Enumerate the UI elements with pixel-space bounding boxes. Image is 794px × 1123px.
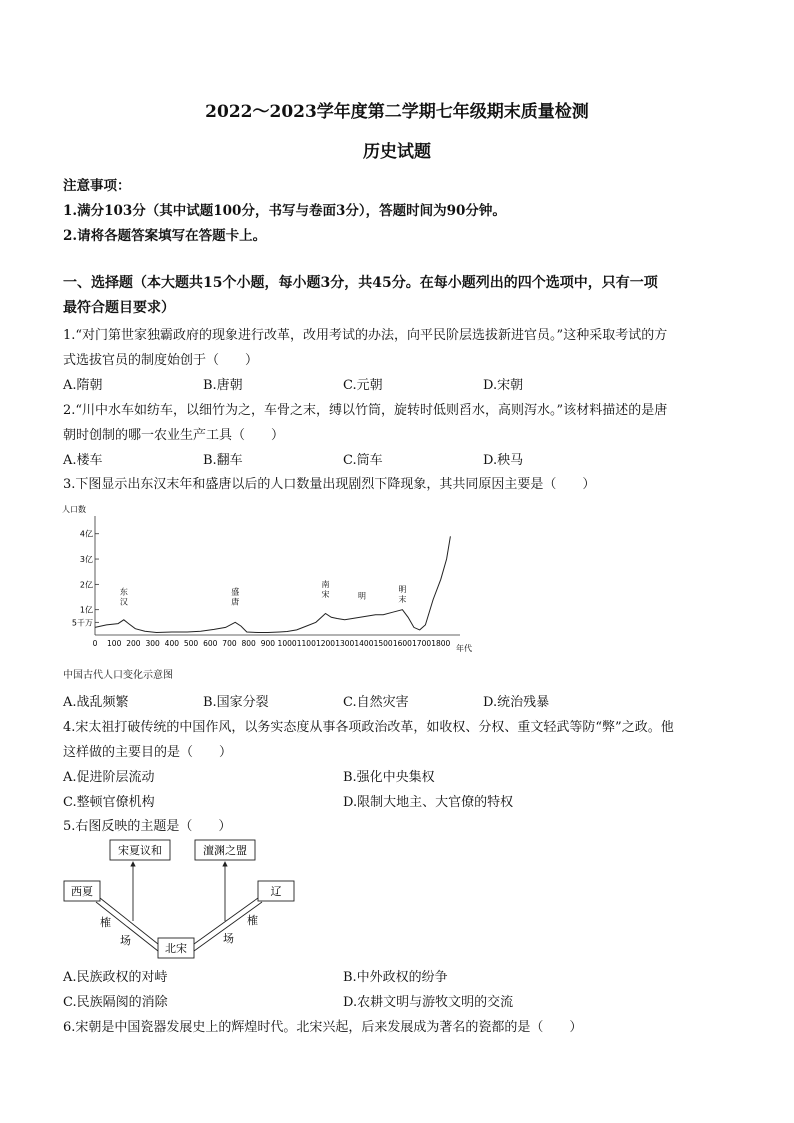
box-liao-label: 辽 [270,885,282,898]
box-western-xia-label: 西夏 [71,885,93,898]
population-line [95,536,450,632]
chart-annotation: 宋 [321,589,330,599]
question-1-line1: 1.“对门第世家独霸政府的现象进行改革，改用考试的办法，向平民阶层选拔新进官员。”这种采取考试的方 [63,328,668,343]
y-tick-label: 2亿 [79,580,93,590]
question-4-option-d[interactable]: D.限制大地主、大官僚的特权 [343,795,514,810]
x-tick-label: 1400 [354,639,374,648]
question-1-option-a[interactable]: A.隋朝 [63,378,103,393]
notice-item-2: 2.请将各题答案填写在答题卡上。 [63,228,267,244]
chart-annotation: 明 [398,584,407,594]
chart-caption: 中国古代人口变化示意图 [63,670,173,681]
question-1-option-c[interactable]: C.元朝 [343,378,383,393]
x-tick-label: 1600 [392,639,412,648]
exam-subtitle: 历史试题 [363,142,431,162]
question-4-option-a[interactable]: A.促进阶层流动 [63,770,155,785]
x-tick-label: 1000 [277,639,297,648]
x-tick-label: 300 [145,639,160,648]
question-2-option-b[interactable]: B.翻车 [203,453,243,468]
x-tick-label: 1300 [335,639,355,648]
song-relations-diagram [60,836,310,962]
x-tick-label: 1500 [373,639,393,648]
question-4-line1: 4.宋太祖打破传统的中国作风，以务实态度从事各项政治改革，如收权、分权、重文轻武等防“弊”之政。他 [63,720,674,735]
question-1-option-b[interactable]: B.唐朝 [203,378,243,393]
chart-annotation: 南 [321,579,330,589]
question-3-option-a[interactable]: A.战乱频繁 [63,695,129,710]
x-tick-label: 800 [241,639,256,648]
chart-annotation: 末 [398,594,407,604]
question-3-line1: 3.下图显示出东汉末年和盛唐以后的人口数量出现剧烈下降现象，其共同原因主要是（ ） [63,477,596,492]
x-tick-label: 1100 [296,639,316,648]
question-6-line1: 6.宋朝是中国瓷器发展史上的辉煌时代。北宋兴起，后来发展成为著名的瓷都的是（ ） [63,1020,583,1035]
question-3-option-d[interactable]: D.统治残暴 [483,695,550,710]
question-5-line1: 5.右图反映的主题是（ ） [63,819,232,834]
x-tick-label: 700 [222,639,237,648]
question-2-option-a[interactable]: A.楼车 [63,453,103,468]
x-tick-label: 400 [164,639,180,648]
chart-annotation: 明 [358,591,367,601]
question-5-option-d[interactable]: D.农耕文明与游牧文明的交流 [343,995,514,1010]
chart-annotation: 盛 [231,587,240,597]
x-tick-label: 500 [183,639,199,648]
question-4-option-c[interactable]: C.整顿官僚机构 [63,795,155,810]
notice-item-1: 1.满分103分（其中试题100分，书写与卷面3分），答题时间为90分钟。 [63,203,506,219]
section-heading-line2: 最符合题目要求） [63,300,175,316]
y-tick-label: 3亿 [79,555,93,565]
notice-heading: 注意事项： [63,178,131,194]
left-market-label-2: 场 [120,934,131,947]
question-3-option-b[interactable]: B.国家分裂 [203,695,269,710]
section-heading-line1: 一、选择题（本大题共15个小题，每小题3分，共45分。在每小题列出的四个选项中，只有一项 [63,275,658,291]
x-tick-label: 900 [260,639,276,648]
question-5-option-c[interactable]: C.民族隔阂的消除 [63,995,168,1010]
left-market-label-1: 榷 [100,916,111,929]
population-chart [60,498,490,660]
box-song-xia-peace-label: 宋夏议和 [118,844,162,857]
question-4-option-b[interactable]: B.强化中央集权 [343,770,435,785]
chart-ylabel: 人口数 [62,505,86,514]
question-2-line2: 朝时创制的哪一农业生产工具（ ） [63,428,285,443]
right-market-label-2: 场 [223,932,234,945]
chart-xlabel: 年代 [456,644,472,653]
x-tick-label: 200 [126,639,141,648]
x-tick-label: 600 [203,639,218,648]
question-2-option-d[interactable]: D.秧马 [483,453,524,468]
chart-annotation: 汉 [119,597,128,607]
x-tick-label: 0 [92,639,98,648]
question-1-option-d[interactable]: D.宋朝 [483,378,524,393]
y-tick-label: 4亿 [79,529,93,539]
x-tick-label: 1800 [431,639,451,648]
x-tick-label: 1200 [315,639,336,648]
chart-annotation: 唐 [231,597,240,607]
question-2-line1: 2.“川中水车如纺车，以细竹为之，车骨之末，缚以竹筒，旋转时低则舀水，高则泻水。”该材料描述的是唐 [63,403,668,418]
question-1-line2: 式选拔官员的制度始创于（ ） [63,353,259,368]
x-tick-label: 1700 [412,639,432,648]
question-5-option-b[interactable]: B.中外政权的纷争 [343,970,448,985]
box-chanyuan-treaty-label: 澶渊之盟 [203,844,247,857]
right-market-label-1: 榷 [247,914,258,927]
chart-annotation: 东 [119,587,128,597]
question-2-option-c[interactable]: C.筒车 [343,453,383,468]
question-5-option-a[interactable]: A.民族政权的对峙 [63,970,168,985]
y-tick-label: 1亿 [79,605,93,615]
x-tick-label: 100 [107,639,122,648]
y-tick-label: 5千万 [71,618,93,628]
question-3-option-c[interactable]: C.自然灾害 [343,695,409,710]
box-northern-song-label: 北宋 [165,942,187,955]
exam-title: 2022～2023学年度第二学期七年级期末质量检测 [205,102,589,122]
question-4-line2: 这样做的主要目的是（ ） [63,745,233,760]
